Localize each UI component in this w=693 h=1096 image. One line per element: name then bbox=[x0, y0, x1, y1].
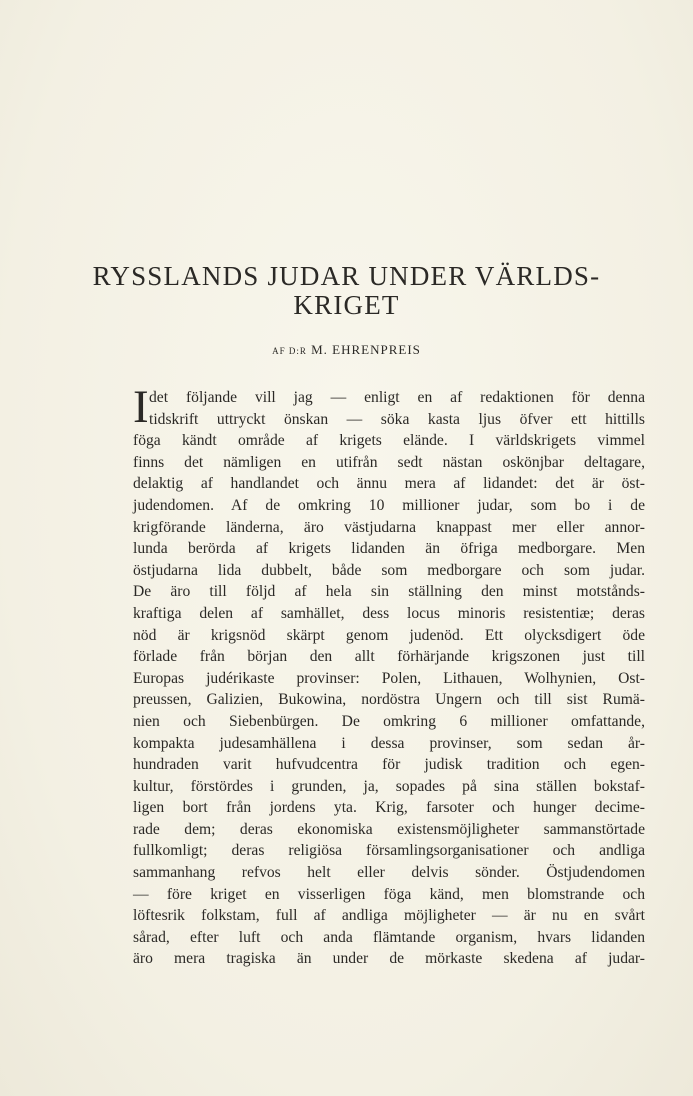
body-line: delaktig af handlandet och ännu mera af lidandet: det är öst- bbox=[133, 475, 645, 493]
body-line: krigförande länderna, äro västjudarna knappast mer eller annor- bbox=[133, 518, 645, 536]
body-line: ligen bort från jordens yta. Krig, farsoter och hunger decime- bbox=[133, 799, 645, 817]
body-line: nöd är krigsnöd skärpt genom judenöd. Ett olycksdigert öde bbox=[133, 626, 645, 644]
body-line: hundraden varit hufvudcentra för judisk tradition och egen- bbox=[133, 756, 645, 774]
body-line: rade dem; deras ekonomiska existensmöjligheter sammanstörtade bbox=[133, 820, 645, 838]
byline-prefix: AF D:R bbox=[272, 346, 307, 356]
body-line: finns det nämligen en utifrån sedt nästan oskönjbar deltagare, bbox=[133, 453, 645, 471]
body-line: föga kändt område af krigets elände. I världskrigets vimmel bbox=[133, 432, 645, 450]
body-line: kultur, förstördes i grunden, ja, sopades på sina ställen bokstaf- bbox=[133, 777, 645, 795]
body-line: sammanhang refvos helt eller delvis sönder. Östjudendomen bbox=[133, 864, 645, 882]
body-line: sårad, efter luft och anda flämtande organism, hvars lidanden bbox=[133, 928, 645, 946]
body-line: lunda berörda af krigets lidanden än öfriga medborgare. Men bbox=[133, 540, 645, 558]
body-line: östjudarna lida dubbelt, både som medborgare och som judar. bbox=[133, 561, 645, 579]
body-line: nien och Siebenbürgen. De omkring 6 millioner omfattande, bbox=[133, 712, 645, 730]
article-title bbox=[0, 262, 693, 320]
body-line: Europas judérikaste provinser: Polen, Lithauen, Wolhynien, Ost- bbox=[133, 669, 645, 687]
body-line: kompakta judesamhällena i dessa provinser, som sedan år- bbox=[133, 734, 645, 752]
body-line: preussen, Galizien, Bukowina, nordöstra Ungern och till sist Rumä- bbox=[133, 691, 645, 709]
byline bbox=[0, 342, 693, 358]
body-line: löftesrik folkstam, full af andliga möjligheter — är nu en svårt bbox=[133, 907, 645, 925]
article-body bbox=[133, 381, 645, 970]
body-line: kraftiga delen af samhället, dess locus minoris resistentiæ; deras bbox=[133, 604, 645, 622]
body-line: judendomen. Af de omkring 10 millioner judar, som bo i de bbox=[133, 496, 645, 514]
body-line: det följande vill jag — enligt en af redaktionen för denna bbox=[149, 389, 645, 406]
body-line: fullkomligt; deras religiösa församlingsorganisationer och andliga bbox=[133, 842, 645, 860]
drop-cap: I bbox=[133, 381, 149, 433]
body-line: — före kriget en visserligen föga känd, men blomstrande och bbox=[133, 885, 645, 903]
author-name: M. EHRENPREIS bbox=[311, 342, 421, 357]
body-line: äro mera tragiska än under de mörkaste skedena af judar- bbox=[133, 950, 645, 968]
body-line: tidskrift uttryckt önskan — söka kasta ljus öfver ett hittills bbox=[149, 410, 645, 428]
body-line: De äro till följd af hela sin ställning den minst motstånds- bbox=[133, 583, 645, 601]
title-line-1: RYSSLANDS JUDAR UNDER VÄRLDS- bbox=[92, 261, 601, 291]
body-line: förlade från början den allt förhärjande krigszonen just till bbox=[133, 648, 645, 666]
title-line-2: KRIGET bbox=[293, 290, 400, 320]
